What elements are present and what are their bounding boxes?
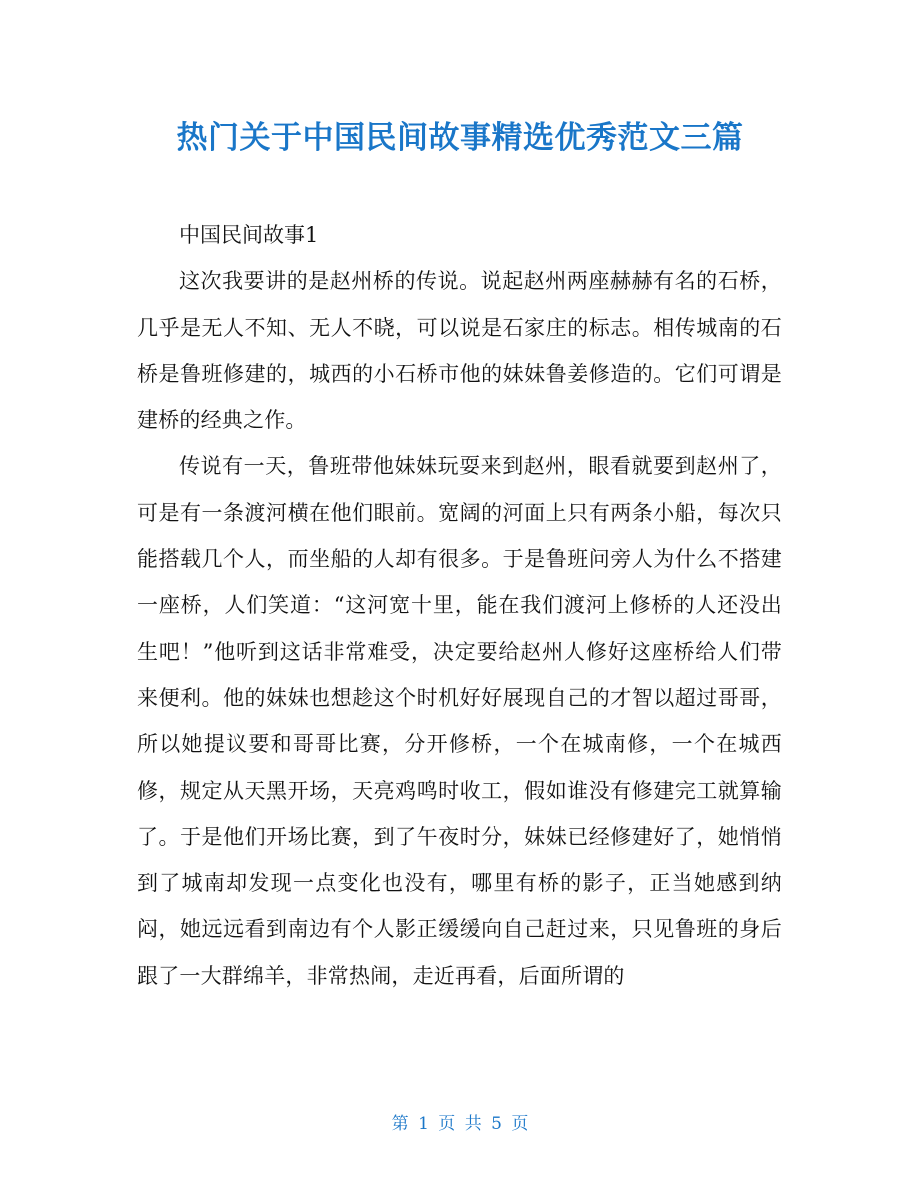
paragraph-1: 这次我要讲的是赵州桥的传说。说起赵州两座赫赫有名的石桥，几乎是无人不知、无人不晓，可以说是石家庄的标志。相传城南的石桥是鲁班修建的，城西的小石桥市他的妹妹鲁姜修造的。它们可谓是建桥的经典之作。 <box>137 269 782 433</box>
paragraph-2: 传说有一天，鲁班带他妹妹玩耍来到赵州，眼看就要到赵州了，可是有一条渡河横在他们眼前。宽阔的河面上只有两条小船，每次只能搭载几个人，而坐船的人却有很多。于是鲁班问旁人为什么不搭建一座桥，人们笑道：“这河宽十里，能在我们渡河上修桥的人还没出生吧！”他听到这话非常难受，决定要给赵州人修好这座桥给人们带来便利。他的妹妹也想趁这个时机好好展现自己的才智以超过哥哥，所以她提议要和哥哥比赛，分开修桥，一个在城南修，一个在城西修，规定从天黑开场，天亮鸡鸣时收工，假如谁没有修建完工就算输了。于是他们开场比赛，到了午夜时分，妹妹已经修建好了，她悄悄到了城南却发现一点变化也没有，哪里有桥的影子，正当她感到纳闷，她远远看到南边有个人影正缓缓向自己赶过来，只见鲁班的身后跟了一大群绵羊，非常热闹，走近再看，后面所谓的 <box>137 454 782 988</box>
document-body <box>137 212 782 999</box>
page-footer: 第 1 页 共 5 页 <box>391 1114 529 1134</box>
section-heading: 中国民间故事1 <box>179 223 319 247</box>
document-title: 热门关于中国民间故事精选优秀范文三篇 <box>176 120 744 156</box>
